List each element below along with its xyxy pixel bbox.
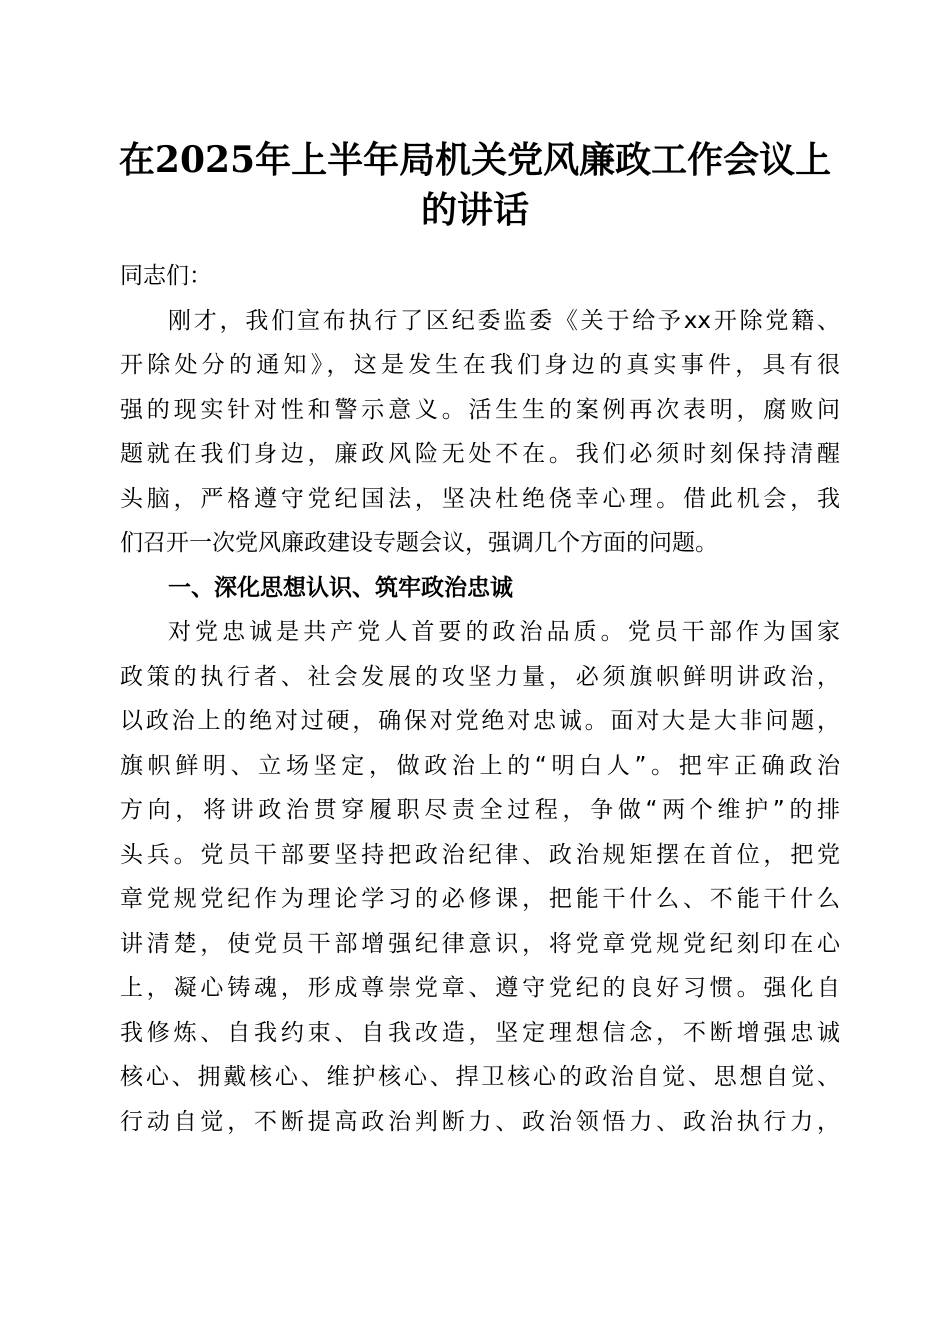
paragraph-line: 头脑，严格遵守党纪国法，坚决杜绝侥幸心理。借此机会，我: [120, 485, 840, 512]
paragraph-line: 头兵。党员干部要坚持把政治纪律、政治规矩摆在首位，把党: [120, 841, 840, 868]
paragraph-line: 开除处分的通知》，这是发生在我们身边的真实事件，具有很: [120, 352, 840, 378]
paragraph-line: 刚才，我们宣布执行了区纪委监委《关于给予xx开除党籍、: [168, 307, 840, 334]
title-line-2: 的讲话: [420, 189, 529, 231]
title-line-1: 在2025年上半年局机关党风廉政工作会议上: [118, 139, 832, 181]
document-title: [100, 135, 850, 235]
paragraph-line: 方向，将讲政治贯穿履职尽责全过程，争做“两个维护”的排: [120, 797, 840, 823]
section-heading: 一、深化思想认识、筑牢政治忠诚: [168, 574, 513, 601]
paragraph-line: 们召开一次党风廉政建设专题会议，强调几个方面的问题。: [120, 530, 718, 556]
paragraph-line: 以政治上的绝对过硬，确保对党绝对忠诚。面对大是大非问题，: [120, 708, 840, 734]
document-body: [120, 254, 840, 1144]
paragraph-line: 强的现实针对性和警示意义。活生生的案例再次表明，腐败问: [120, 396, 840, 423]
salutation: 同志们：: [120, 263, 212, 289]
paragraph-line: 行动自觉，不断提高政治判断力、政治领悟力、政治执行力，: [120, 1108, 840, 1135]
paragraph-line: 讲清楚，使党员干部增强纪律意识，将党章党规党纪刻印在心: [120, 930, 840, 957]
paragraph-line: 章党规党纪作为理论学习的必修课，把能干什么、不能干什么: [120, 886, 840, 912]
paragraph-line: 旗帜鲜明、立场坚定，做政治上的“明白人”。把牢正确政治: [120, 752, 840, 779]
paragraph-line: 我修炼、自我约束、自我改造，坚定理想信念，不断增强忠诚: [120, 1019, 840, 1046]
paragraph-line: 政策的执行者、社会发展的攻坚力量，必须旗帜鲜明讲政治，: [120, 663, 840, 690]
paragraph-line: 上，凝心铸魂，形成尊崇党章、遵守党纪的良好习惯。强化自: [120, 975, 840, 1001]
paragraph-line: 核心、拥戴核心、维护核心、捍卫核心的政治自觉、思想自觉、: [120, 1064, 840, 1090]
paragraph-line: 题就在我们身边，廉政风险无处不在。我们必须时刻保持清醒: [120, 441, 840, 467]
paragraph-1: [120, 299, 840, 566]
paragraph-line: 对党忠诚是共产党人首要的政治品质。党员干部作为国家: [168, 619, 840, 645]
paragraph-2: [120, 610, 840, 1144]
